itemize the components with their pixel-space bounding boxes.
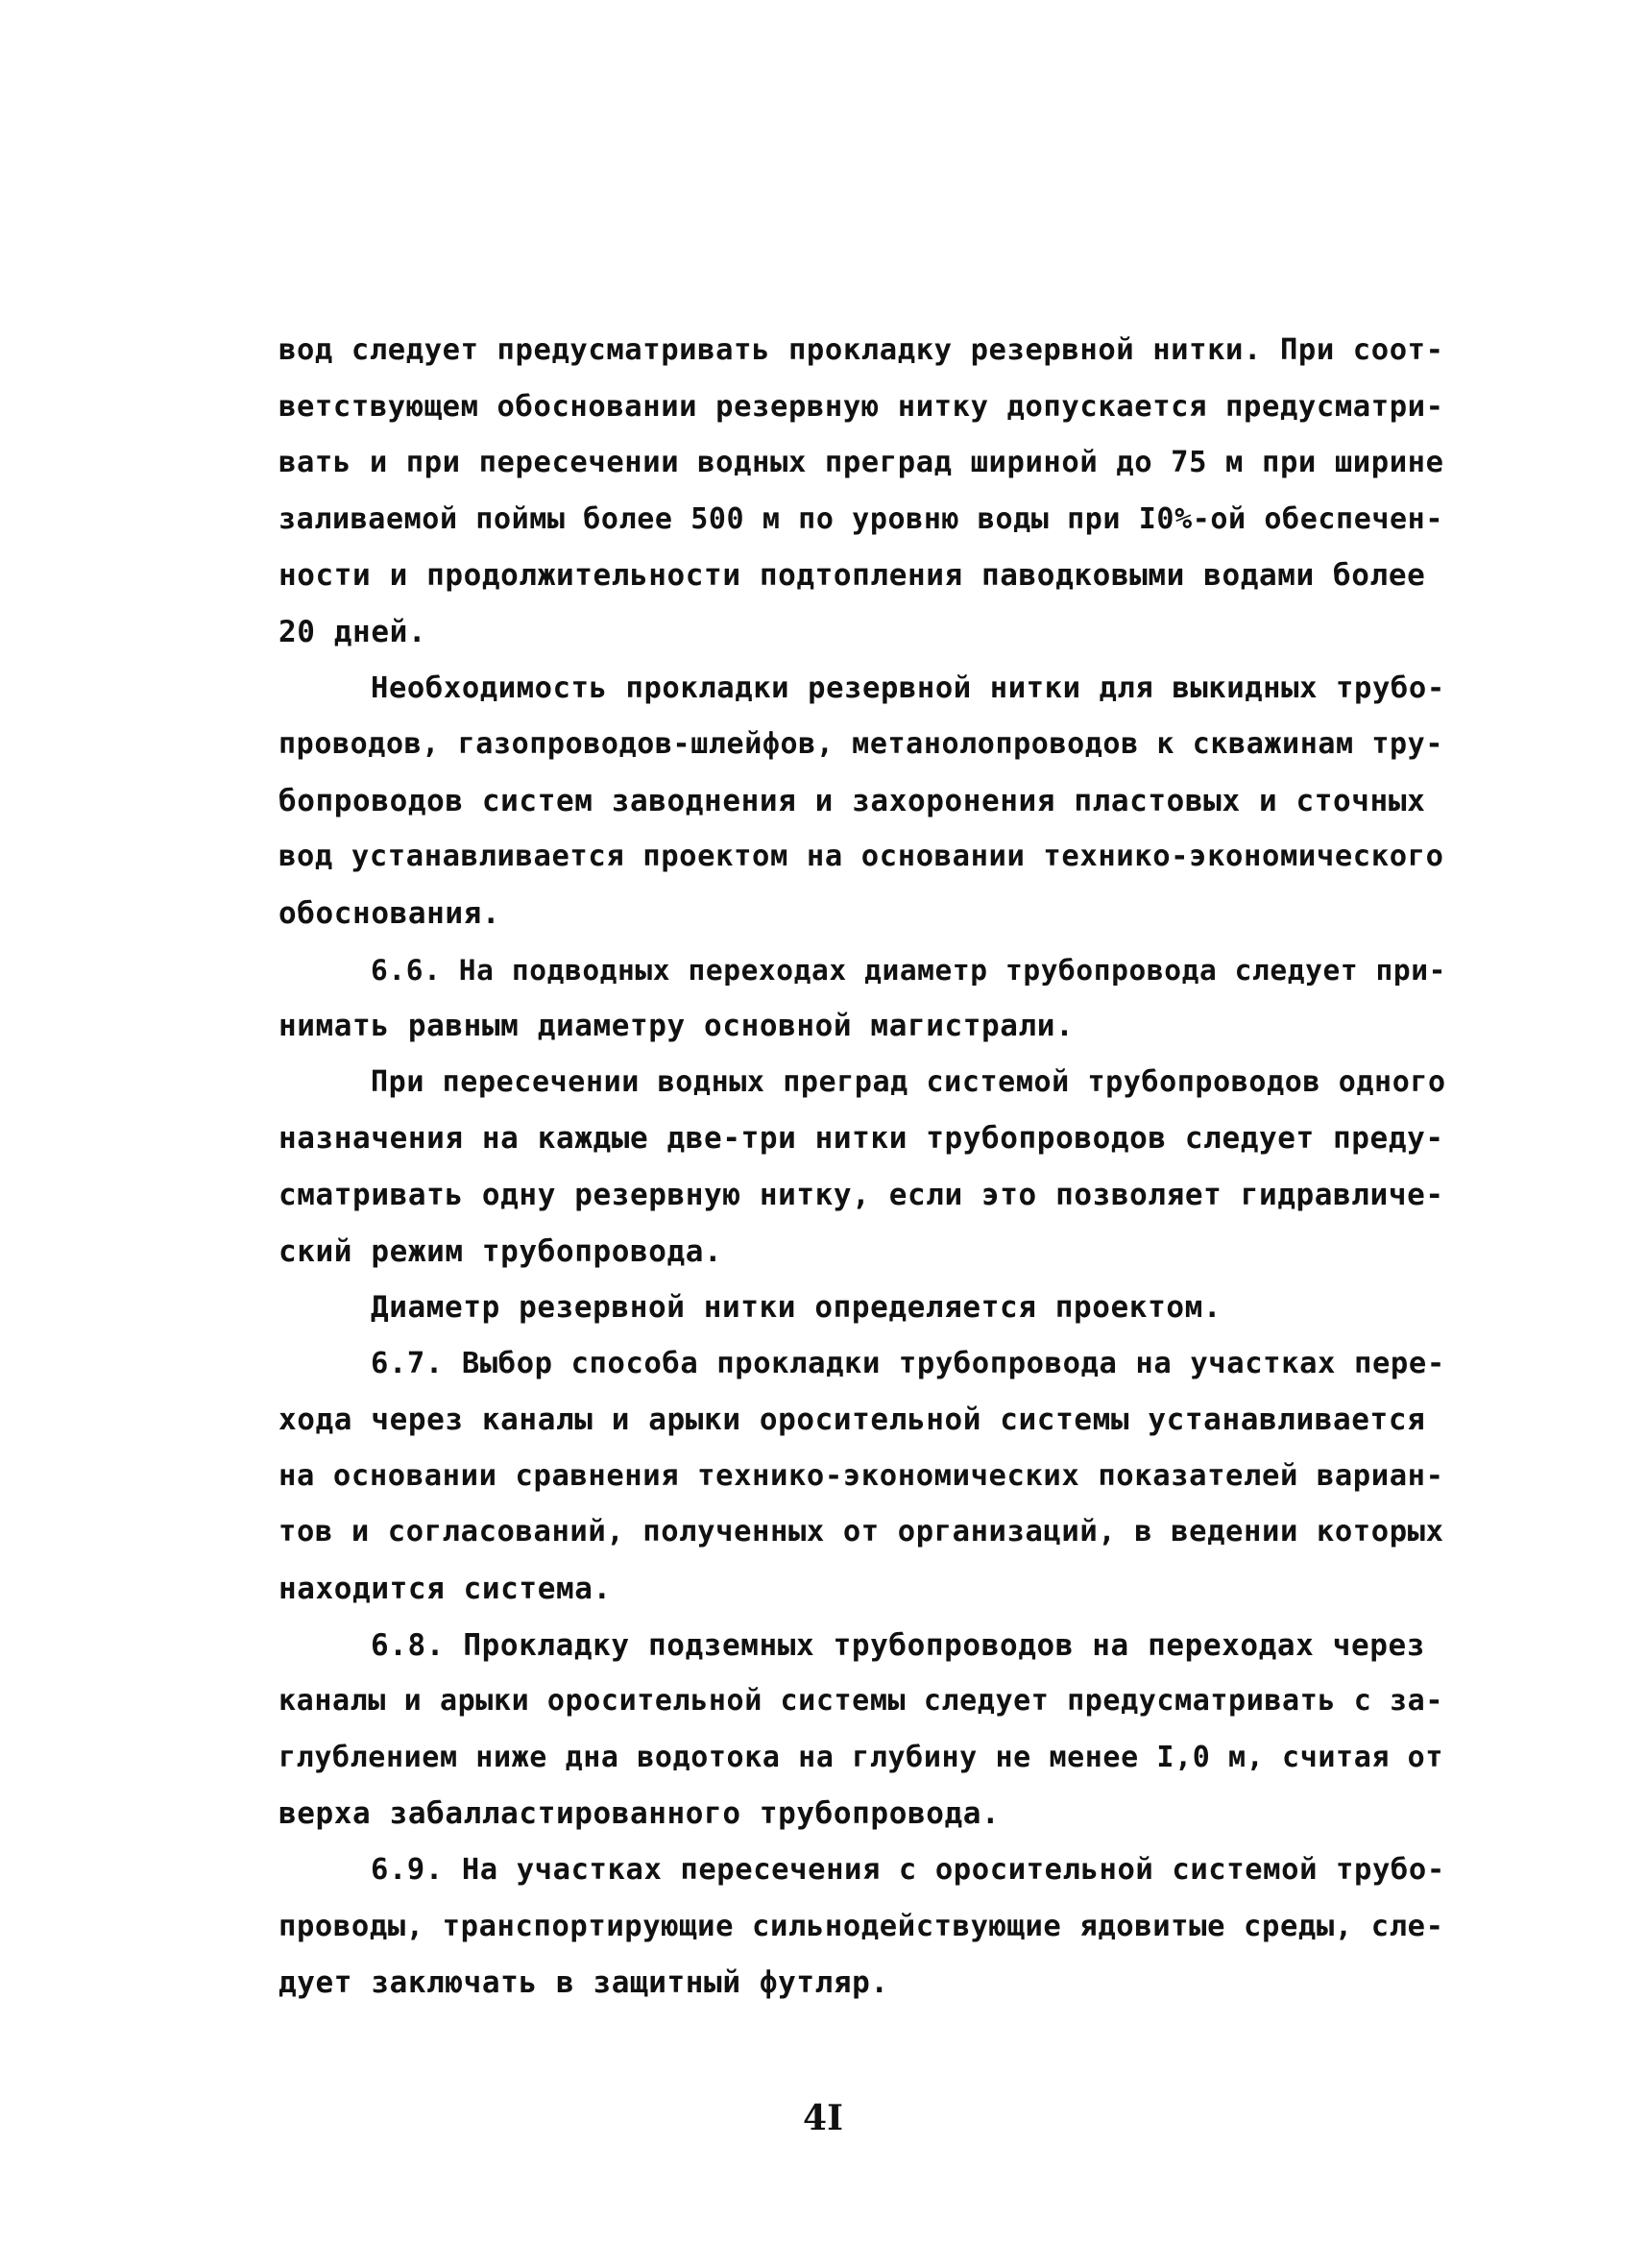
page-number: 4I [803,2098,843,2138]
text-line: 6.6. На подводных переходах диаметр трубопровода следует при- [371,953,1446,987]
text-line: При пересечении водных преград системой трубопроводов одного [371,1064,1446,1099]
text-line: верха забалластированного трубопровода. [278,1796,1001,1832]
text-line: Диаметр резервной нитки определяется проектом. [371,1290,1222,1326]
text-line: заливаемой поймы более 500 м по уровню воды при I0%-ой обеспечен- [278,501,1443,536]
text-line: Необходимость прокладки резервной нитки для выкидных трубо- [371,671,1445,705]
text-line: дует заключать в защитный футляр. [278,1965,889,2001]
text-line: 6.9. На участках пересечения с оросительной системой трубо- [371,1853,1445,1888]
text-line: 6.8. Прокладку подземных трубопроводов на переходах через [371,1627,1426,1663]
text-line: бопроводов систем заводнения и захоронения пластовых и сточных [278,783,1426,818]
text-line: 6.7. Выбор способа прокладки трубопровода на участках пере- [371,1346,1445,1380]
text-line: назначения на каждые две-три нитки трубопроводов следует преду- [278,1121,1444,1157]
text-line: сматривать одну резервную нитку, если это позволяет гидравличе- [278,1177,1444,1212]
text-line: проводов, газопроводов-шлейфов, метанолопроводов к скважинам тру- [278,727,1443,762]
text-line: на основании сравнения технико-экономических показателей вариан- [278,1458,1444,1493]
text-line: обоснования. [278,895,501,931]
body-text [278,323,1460,2012]
text-line: ветствующем обосновании резервную нитку допускается предусматри- [278,389,1444,424]
text-line: хода через каналы и арыки оросительной системы устанавливается [278,1402,1426,1438]
text-line: каналы и арыки оросительной системы следует предусматривать с за- [278,1684,1443,1719]
text-line: находится система. [278,1572,612,1607]
text-line: ский режим трубопровода. [278,1233,723,1269]
text-line: нимать равным диаметру основной магистрали. [278,1009,1075,1044]
text-line: тов и согласований, полученных от организаций, в ведении которых [278,1515,1444,1549]
text-line: вод устанавливается проектом на основании технико-экономического [278,840,1444,874]
text-line: вод следует предусматривать прокладку резервной нитки. При соот- [278,333,1444,367]
text-line: 20 дней. [278,614,427,649]
text-line: проводы, транспортирующие сильнодействующие ядовитые среды, сле- [278,1909,1444,1943]
text-line: глублением ниже дна водотока на глубину не менее I,0 м, считая от [278,1740,1443,1774]
text-line: вать и при пересечении водных преград шириной до 75 м при ширине [278,446,1444,480]
text-line: ности и продолжительности подтопления паводковыми водами более [278,558,1426,594]
